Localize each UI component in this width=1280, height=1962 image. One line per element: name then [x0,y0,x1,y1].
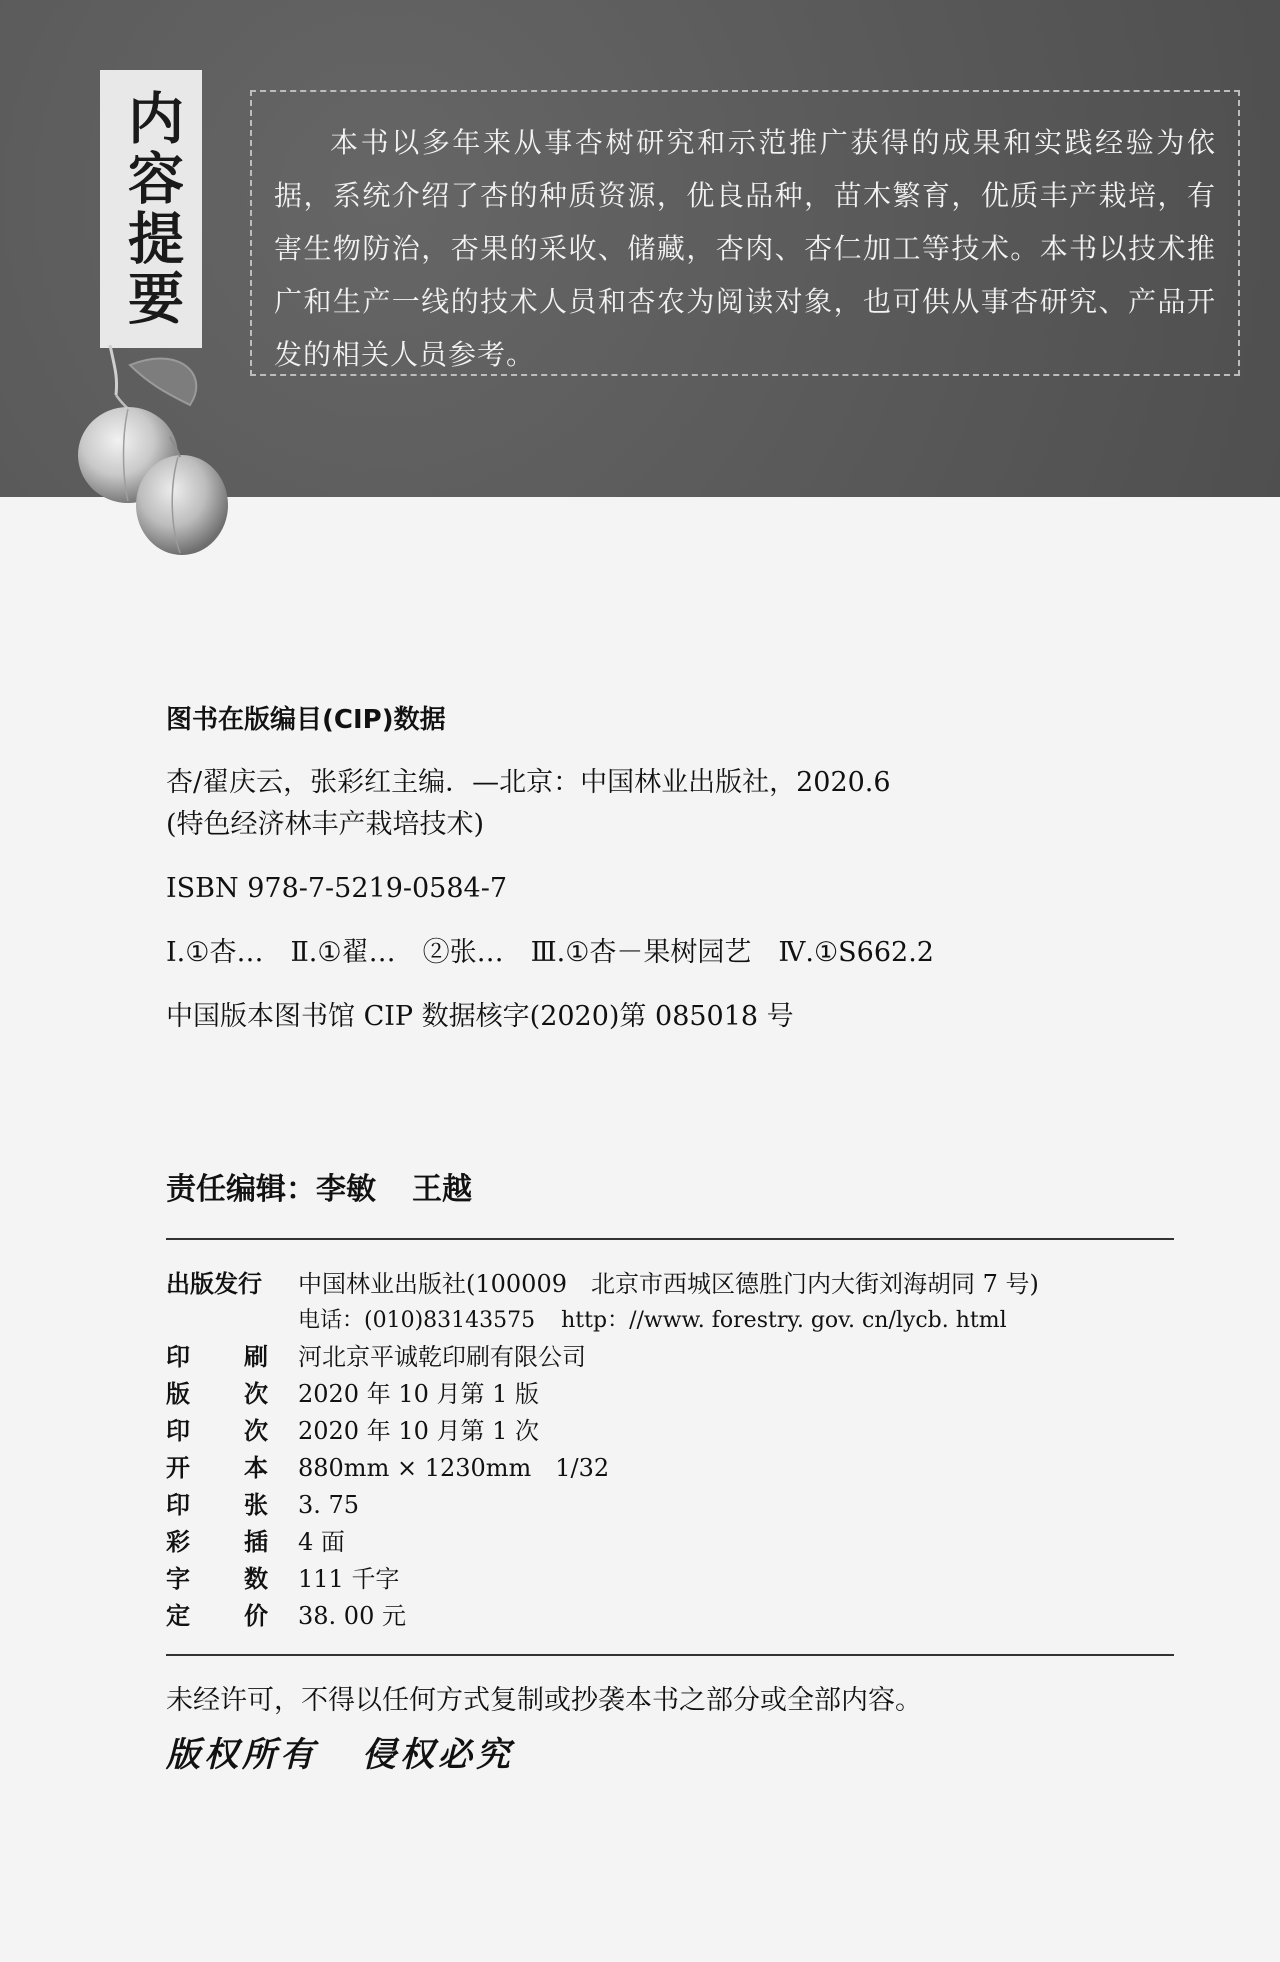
info-label-char-1: 印 [166,1417,190,1445]
info-label-char-2: 次 [244,1417,268,1445]
copy-notice: 未经许可，不得以任何方式复制或抄袭本书之部分或全部内容。 [166,1685,922,1716]
info-label-char-1: 版 [166,1380,190,1408]
responsible-editors [166,1168,472,1212]
summary-body: 本书以多年来从事杏树研究和示范推广获得的成果和实践经验为依据，系统介绍了杏的种质资源，优良品种，苗木繁育，优质丰产栽培，有害生物防治，杏果的采收、储藏，杏肉、杏仁加工等技术。本书以技术推广和生产一线的技术人员和杏农为阅读对象，也可供从事杏研究、产品开发的相关人员参考。 [274,126,1216,371]
info-label-char-1: 印 [166,1491,190,1519]
info-label-char-2: 插 [244,1528,268,1556]
publication-info [166,1266,1176,1635]
publisher-row [166,1266,1176,1303]
info-label-char-1: 字 [166,1565,190,1593]
contact-row [166,1303,1176,1339]
rights-reserved [166,1730,514,1780]
rights-part-2: 侵权必究 [362,1735,514,1775]
info-value: 2020 年 10 月第 1 次 [298,1417,540,1445]
info-label-char-1: 开 [166,1454,190,1482]
divider-top [166,1238,1174,1240]
info-label [166,1524,268,1561]
info-label-char-1: 印 [166,1343,190,1371]
summary-box [250,90,1240,376]
info-row [166,1339,1176,1376]
info-label-char-2: 刷 [244,1343,268,1371]
info-row [166,1376,1176,1413]
publisher-url: http：//www. forestry. gov. cn/lycb. html [561,1308,1007,1333]
info-label-char-2: 次 [244,1380,268,1408]
cip-series-line: (特色经济林丰产栽培技术) [166,809,485,840]
info-row [166,1450,1176,1487]
info-row [166,1561,1176,1598]
info-row [166,1487,1176,1524]
editor-name-1: 李敏 [316,1172,376,1207]
divider-bottom [166,1654,1174,1656]
summary-title-tab [100,70,202,348]
info-label [166,1339,268,1376]
info-label [166,1376,268,1413]
info-label-char-2: 数 [244,1565,268,1593]
info-value: 3. 75 [298,1491,360,1519]
info-value: 880mm × 1230mm 1/32 [298,1454,610,1482]
info-value: 河北京平诚乾印刷有限公司 [298,1343,586,1371]
cip-classification: Ⅰ.①杏… Ⅱ.①翟… ②张… Ⅲ.①杏－果树园艺 Ⅳ.①S662.2 [166,937,934,968]
summary-title: 内容提要 [119,89,184,329]
info-row [166,1524,1176,1561]
cip-heading: 图书在版编目(CIP)数据 [166,705,446,735]
info-label-char-2: 价 [244,1602,268,1630]
cip-block [166,700,1176,1038]
info-label-char-2: 张 [244,1491,268,1519]
cip-isbn: ISBN 978-7-5219-0584-7 [166,873,508,904]
info-value: 2020 年 10 月第 1 版 [298,1380,540,1408]
info-label-char-1: 彩 [166,1528,190,1556]
info-value: 111 千字 [298,1565,400,1593]
info-value: 38. 00 元 [298,1602,406,1630]
publisher-label: 出版发行 [166,1270,262,1298]
info-label [166,1598,268,1635]
info-value: 4 面 [298,1528,345,1556]
editor-name-2: 王越 [412,1172,472,1207]
info-label [166,1413,268,1450]
info-label-char-1: 定 [166,1602,190,1630]
info-label [166,1450,268,1487]
publisher-phone: 电话：(010)83143575 [298,1308,536,1333]
info-label [166,1487,268,1524]
info-label-char-2: 本 [244,1454,268,1482]
rights-part-1: 版权所有 [166,1735,318,1775]
info-row [166,1598,1176,1635]
info-label [166,1561,268,1598]
publisher-value: 中国林业出版社(100009 北京市西城区德胜门内大街刘海胡同 7 号) [298,1270,1039,1298]
cip-approval: 中国版本图书馆 CIP 数据核字(2020)第 085018 号 [166,1001,794,1032]
apricot-illustration-icon [70,345,270,575]
cip-title-line: 杏/翟庆云，张彩红主编．—北京：中国林业出版社，2020.6 [166,767,891,798]
editor-label: 责任编辑： [166,1172,316,1207]
info-row [166,1413,1176,1450]
